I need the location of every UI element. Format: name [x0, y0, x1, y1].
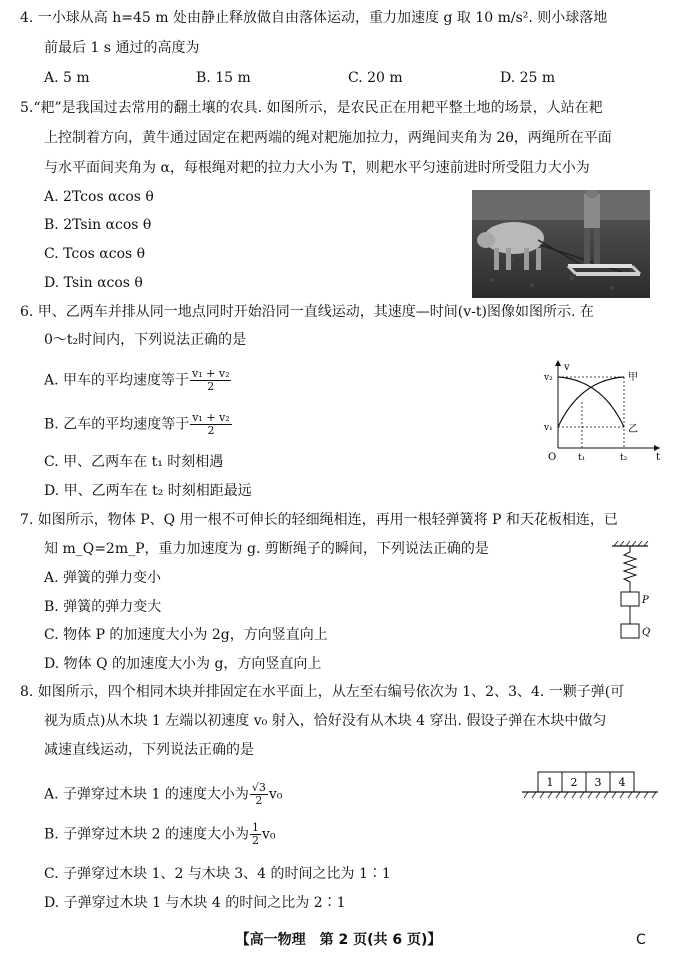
q6-option-a-fraction — [190, 368, 231, 393]
q5-option-b: B. 2Tsin αcos θ — [44, 217, 152, 233]
q6-option-a — [44, 368, 232, 393]
fraction-denominator: 2 — [252, 834, 259, 847]
label-q: Q — [642, 627, 651, 638]
q5-stem-line3: 与水平面间夹角为 α，每根绳对耙的拉力大小为 T，则耙水平匀速前进时所受阻力大小为 — [44, 160, 590, 176]
q7-option-c: C. 物体 P 的加速度大小为 2g，方向竖直向上 — [44, 627, 328, 643]
q7-option-a: A. 弹簧的弹力变小 — [44, 570, 162, 586]
q5-stem-line1: 5.“耙”是我国过去常用的翻土壤的农具. 如图所示，是农民正在用耙平整土地的场景，人站在耙 — [20, 100, 603, 116]
fraction-denominator: 2 — [207, 424, 215, 437]
v-axis-label: v — [564, 362, 570, 373]
q8-option-b — [44, 822, 276, 847]
q8-stem-line3: 减速直线运动，下列说法正确的是 — [44, 742, 254, 758]
q8-option-d: D. 子弹穿过木块 1 与木块 4 的时间之比为 2∶1 — [44, 895, 346, 911]
q8-option-a-text: A. 子弹穿过木块 1 的速度大小为 — [44, 786, 249, 803]
curve-yi — [558, 377, 624, 427]
q6-option-b-text: B. 乙车的平均速度等于 — [44, 416, 190, 433]
v2-label: v₂ — [544, 373, 553, 383]
q6-option-b — [44, 412, 233, 437]
q8-option-c: C. 子弹穿过木块 1、2 与木块 3、4 的时间之比为 1∶1 — [44, 866, 391, 882]
q6-option-c: C. 甲、乙两车在 t₁ 时刻相遇 — [44, 454, 224, 470]
q6-option-a-text: A. 甲车的平均速度等于 — [44, 372, 190, 389]
curve-jia — [558, 377, 624, 427]
ceiling-hatch — [614, 541, 648, 546]
q6-option-d: D. 甲、乙两车在 t₂ 时刻相距最远 — [44, 483, 252, 499]
fraction-numerator: v₁ + v₂ — [192, 367, 230, 380]
v1-label: v₁ — [544, 423, 553, 433]
q5-plowing-photo — [472, 190, 650, 298]
block-3-label: 3 — [594, 776, 602, 789]
q4-option-b: B. 15 m — [196, 70, 251, 86]
block-2-label: 2 — [570, 776, 578, 789]
q5-option-d: D. Tsin αcos θ — [44, 275, 143, 291]
t-axis-arrow — [654, 445, 660, 451]
block-p — [621, 592, 639, 606]
page-footer — [0, 930, 677, 950]
q8-stem-line2: 视为质点)从木块 1 左端以初速度 v₀ 射入，恰好没有从木块 4 穿出. 假设子弹在木块中做匀 — [44, 713, 607, 729]
spring — [624, 546, 636, 592]
footer-version: C — [636, 932, 646, 948]
footer-page-info: 【高一物理 第 2 页(共 6 页)】 — [235, 932, 442, 948]
t1-label: t₁ — [578, 453, 586, 463]
q8-option-b-suffix: v₀ — [262, 826, 276, 843]
fraction-denominator: 2 — [207, 380, 215, 393]
q4-option-d: D. 25 m — [500, 70, 556, 86]
q7-option-d: D. 物体 Q 的加速度大小为 g，方向竖直向上 — [44, 656, 322, 672]
q7-option-b: B. 弹簧的弹力变大 — [44, 599, 162, 615]
q7-stem-line1: 7. 如图所示，物体 P、Q 用一根不可伸长的轻细绳相连，再用一根轻弹簧将 P 和天花板相连，已 — [20, 512, 618, 528]
q5-option-a: A. 2Tcos αcos θ — [44, 189, 154, 205]
q5-stem-line2: 上控制着方向，黄牛通过固定在耙两端的绳对耙施加拉力，两绳间夹角为 2θ，两绳所在平面 — [44, 130, 612, 146]
q6-vt-graph — [540, 356, 665, 464]
t-axis-label: t — [656, 452, 661, 463]
q8-option-b-text: B. 子弹穿过木块 2 的速度大小为 — [44, 826, 249, 843]
fraction-denominator: 2 — [255, 794, 263, 807]
q4-option-c: C. 20 m — [348, 70, 403, 86]
q8-option-a-suffix: v₀ — [268, 786, 283, 803]
fraction-numerator: 1 — [252, 821, 259, 834]
q8-blocks-diagram — [520, 768, 662, 804]
q8-stem-line1: 8. 如图所示，四个相同木块并排固定在水平面上，从左至右编号依次为 1、2、3、4. 一颗子弹(可 — [20, 684, 625, 700]
q8-option-a-fraction — [250, 782, 268, 807]
block-q — [621, 624, 639, 638]
q6-option-b-fraction — [190, 412, 231, 437]
q7-stem-line2: 知 m_Q=2m_P，重力加速度为 g. 剪断绳子的瞬间，下列说法正确的是 — [44, 541, 489, 557]
origin-label: O — [548, 452, 557, 463]
label-p: P — [642, 595, 649, 606]
q4-option-a: A. 5 m — [44, 70, 90, 86]
q4-stem-line1: 4. 一小球从高 h=45 m 处由静止释放做自由落体运动，重力加速度 g 取 10 m/s². 则小球落地 — [20, 10, 608, 26]
t2-label: t₂ — [620, 453, 628, 463]
ground-hatch — [524, 792, 656, 798]
q8-option-a — [44, 782, 282, 807]
q4-stem-line2: 前最后 1 s 通过的高度为 — [44, 40, 200, 56]
q7-spring-diagram — [608, 540, 658, 646]
block-4-label: 4 — [618, 776, 626, 789]
block-1-label: 1 — [546, 776, 554, 789]
q6-stem-line2: 0～t₂时间内，下列说法正确的是 — [44, 332, 247, 348]
q5-option-c: C. Tcos αcos θ — [44, 246, 146, 262]
q8-option-b-fraction — [250, 822, 261, 847]
fraction-numerator: v₁ + v₂ — [192, 411, 230, 424]
label-yi: 乙 — [628, 424, 638, 435]
label-jia: 甲 — [628, 372, 638, 383]
q6-stem-line1: 6. 甲、乙两车并排从同一地点同时开始沿同一直线运动，其速度—时间(v-t)图像如图所示. 在 — [20, 304, 594, 320]
v-axis-arrow — [555, 360, 561, 366]
fraction-numerator: √3 — [251, 781, 266, 794]
